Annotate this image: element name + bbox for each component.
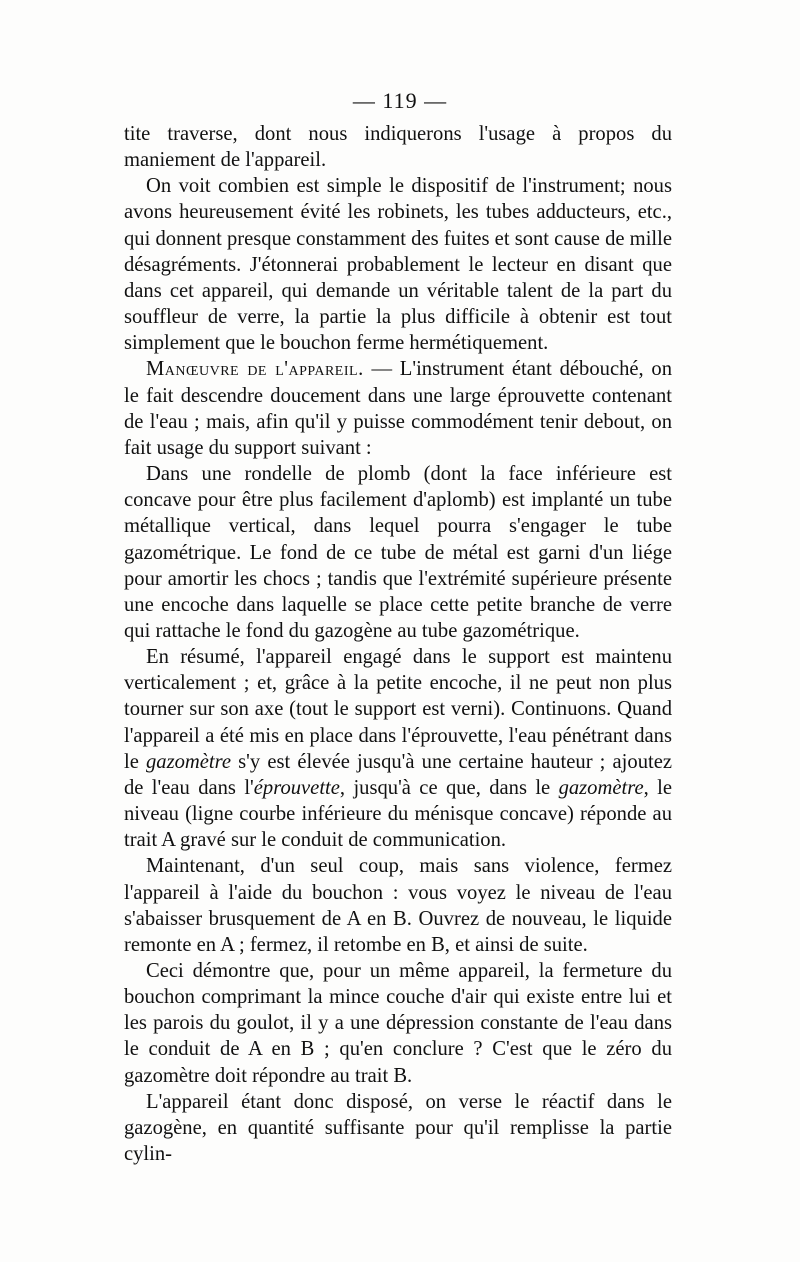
paragraph-manoeuvre	[124, 356, 672, 461]
paragraph-resume-part: s'y est élevée jusqu'à une certaine hauteur ; ajoutez de l'eau dans l'	[124, 750, 672, 799]
page-number: — 119 —	[352, 88, 448, 113]
paragraph-ceci: Ceci démontre que, pour un même appareil, la fermeture du bouchon comprimant la mince couche d'air qui existe entre lui et les parois du goulot, il y a une dépression constante de l'eau dans le conduit de A en B ; qu'en conclure ? C'est que le zéro du gazomètre doit répondre au trait B.	[124, 960, 672, 1087]
section-heading-manoeuvre: Manœuvre de l'appareil.	[146, 358, 364, 381]
paragraph-dispositif: On voit combien est simple le dispositif de l'instrument; nous avons heureusement évité les robinets, les tubes adducteurs, etc., qui donnent presque constamment des fuites et sont cause de mille désagréments. J'étonnerai probablement le lecteur en disant que dans cet appareil, qui demande un véritable talent de la part du souffleur de verre, la partie la plus difficile à obtenir est tout simplement que le bouchon ferme hermétiquement.	[124, 175, 672, 355]
paragraph-maintenant: Maintenant, d'un seul coup, mais sans violence, fermez l'appareil à l'aide du bouchon : vous voyez le niveau de l'eau s'abaisser brusquement de A en B. Ouvrez de nouveau, le liquide remonte en A ; fermez, il retombe en B, et ainsi de suite.	[124, 855, 672, 956]
paragraph-reactif: L'appareil étant donc disposé, on verse le réactif dans le gazogène, en quantité suffisante pour qu'il remplisse la partie cylin-	[124, 1090, 672, 1166]
page-body	[124, 121, 672, 1167]
paragraph-resume-part: , le niveau (ligne courbe inférieure du ménisque concave) réponde au trait A gravé sur le conduit de communication.	[124, 776, 672, 852]
paragraph-resume-part: , jusqu'à ce que, dans le	[339, 776, 559, 799]
paragraph-resume-part: En résumé, l'appareil engagé dans le support est maintenu verticalement ; et, grâce à la petite encoche, il ne peut non plus tourner sur son axe (tout le support est verni). Continuons. Quand l'appareil a été mis en place dans l'éprouvette, l'eau pénétrant dans le	[124, 646, 672, 773]
paragraph-continuation: tite traverse, dont nous indiquerons l'usage à propos du maniement de l'appareil.	[124, 123, 672, 172]
term-gazometre: gazomètre	[146, 750, 232, 773]
paragraph-support: Dans une rondelle de plomb (dont la face inférieure est concave pour être plus facilement d'aplomb) est implanté un tube métallique vertical, dans lequel pourra s'engager le tube gazométrique. Le fond de ce tube de métal est garni d'un liége pour amortir les chocs ; tandis que l'extrémité supérieure présente une encoche dans laquelle se place cette petite branche de verre qui rattache le fond du gazogène au tube gazométrique.	[124, 463, 672, 642]
term-eprouvette: éprouvette	[253, 776, 340, 799]
paragraph-resume	[124, 644, 672, 853]
term-gazometre: gazomètre	[558, 776, 644, 799]
paragraph-manoeuvre-text: — L'instrument étant débouché, on le fait descendre doucement dans une large éprouvette contenant de l'eau ; mais, afin qu'il y puisse commodément tenir debout, on fait usage du support suivant :	[124, 358, 672, 459]
